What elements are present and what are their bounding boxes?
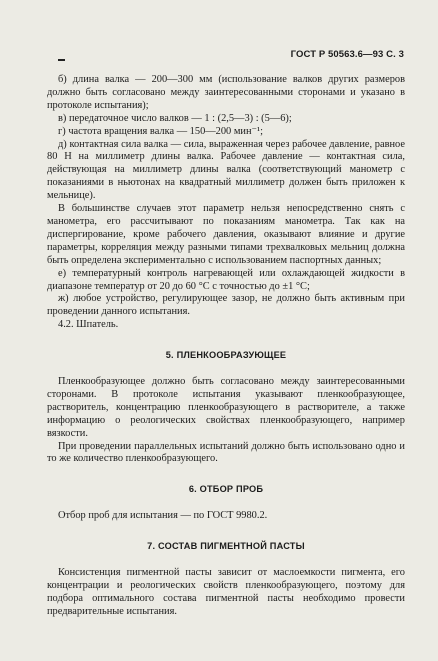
page-body — [47, 74, 405, 619]
section-5-paragraph-2: При проведении параллельных испытаний должно быть использовано одно и то же количество пленкообразующего. — [47, 440, 405, 465]
note-pressure-gauge: В большинстве случаев этот параметр нельзя непосредственно снять с манометра, его рассчитывают по показаниям манометра. Так как на диспергирование, кроме рабочего давления, оказывают влияние и другие параметры, корреляция между разными типами трехвалковых мельниц должна быть определена экспериментально с использованием паспортных данных; — [47, 203, 405, 266]
item-zh-gap-device: ж) любое устройство, регулирующее зазор, не должно быть активным при проведении данного испытания. — [47, 293, 405, 318]
margin-dash-mark — [58, 59, 65, 61]
section-7-heading: 7. СОСТАВ ПИГМЕНТНОЙ ПАСТЫ — [147, 541, 305, 552]
section-6-heading: 6. ОТБОР ПРОБ — [188, 484, 264, 495]
section-5-heading: 5. ПЛЕНКООБРАЗУЮЩЕЕ — [165, 350, 287, 361]
section-6-paragraph-1: Отбор проб для испытания — по ГОСТ 9980.2. — [58, 510, 268, 522]
item-d-contact-force: д) контактная сила валка — сила, выраженная через рабочее давление, равное 80 Н на миллиметр длины валка. Рабочее давление — контактная сила, действующая на миллиметр длины валка (соответствующий манометр с показаниями в ньютонах на квадратный миллиметр должен быть приложен к мельнице). — [47, 138, 405, 202]
running-header: ГОСТ Р 50563.6—93 С. 3 — [290, 49, 404, 60]
item-b-roll-length: б) длина валка — 200—300 мм (использование валков других размеров должно быть согласовано между заинтересованными сторонами и указано в протоколе испытания); — [47, 74, 405, 111]
section-7-paragraph-1: Консистенция пигментной пасты зависит от маслоемкости пигмента, его концентрации и реологических свойств пленкообразующего, поэтому для подбора оптимального состава пигментной пасты необходимо провести предварительные испытания. — [47, 567, 405, 617]
item-g-roll-speed: г) частота вращения валка — 150—200 мин⁻¹; — [58, 125, 264, 137]
section-5-paragraph-1: Пленкообразующее должно быть согласовано между заинтересованными сторонами. В протоколе испытания указывают пленкообразующее, растворитель, концентрацию пленкообразующего в растворителе, а также информацию о реологических свойствах пленкообразующего, например вязкости. — [47, 376, 405, 439]
item-e-temperature-control: е) температурный контроль нагревающей или охлаждающей жидкости в диапазоне температур от 20 до 60 °С с точностью до ±1 °С; — [47, 267, 405, 292]
item-v-gear-ratio: в) передаточное число валков — 1 : (2,5—3) : (5—6); — [58, 112, 292, 124]
item-4-2-spatula: 4.2. Шпатель. — [58, 319, 119, 331]
